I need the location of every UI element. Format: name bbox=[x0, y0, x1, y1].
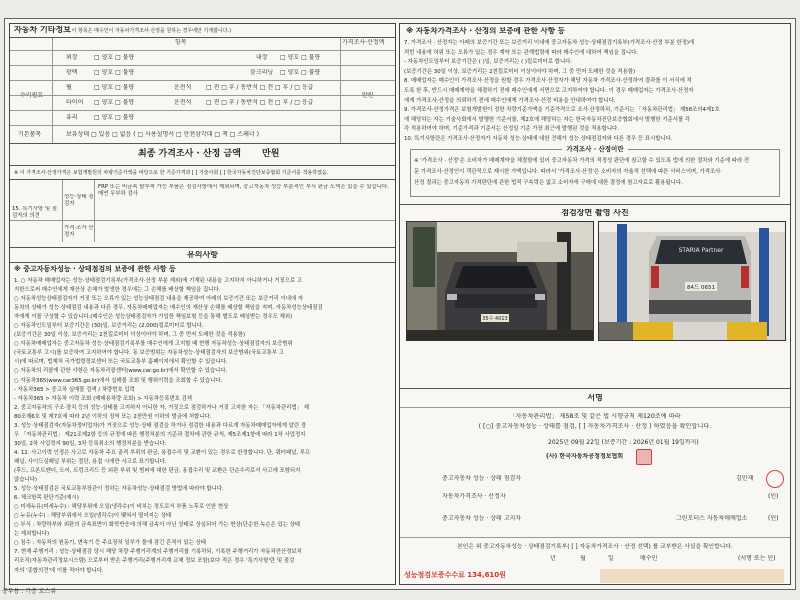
caution-line: 6. 체크항목 판단기준(예시) bbox=[14, 495, 79, 502]
col-item-header: 항목 bbox=[175, 39, 187, 46]
bad-label: 불량 bbox=[122, 54, 135, 61]
price-caution-line: 7. 가격조사 · 산정자는 아래의 보증기간 또는 보증거리 이내에 중고자동차 성능·상태점검기록부(가격조사·산정 부분 한정)에 bbox=[404, 40, 695, 46]
perf-inspector-opinion: FRP 또는 비금속 탈부착 가능 부품은 점검사항에서 제외되며, 중고자동차 성능 부분적인 부식 판금 도색은 있을 수 있습니다. 매연 무부하 검사 bbox=[98, 184, 389, 197]
item-tire: 타이어 bbox=[66, 99, 84, 106]
price-caution-list bbox=[404, 39, 786, 145]
special-notes bbox=[10, 179, 395, 242]
caution-line: 4. 12. 사고이력 인정은 사고로 자동차 주요 골격 부위의 판금, 용접수리 및 교환이 있는 경우로 한정합니다. 단, 쿼터패널, 루프 bbox=[14, 449, 311, 456]
rear-badge: STARIA Partner bbox=[678, 247, 724, 254]
rear-inspection-photo bbox=[598, 221, 786, 341]
price-assessor-sign-label: 자동차가격조사 · 산정자 bbox=[442, 493, 506, 500]
item-room-cleaning: 룸크리닝 bbox=[250, 69, 274, 76]
caution-line: ○ 자동차매매업자는 중고자동차 성능·상태점검기록부를 매수인에게 고지할 때 현행 자동차성능·상태점검자의 보증범위 bbox=[14, 341, 293, 348]
caution-line: ○ 자동차365(www.car365.go.kr)에서 실매물 조회 및 행위이력을 조회할 수 있습니다. bbox=[14, 377, 223, 384]
other-info-note: ( 이 항목은 매수인이 자동차가격조사·산정을 원하는 경우에만 기재합니다.) bbox=[68, 28, 232, 34]
final-price-label: 최종 가격조사 · 산정 금액 bbox=[138, 149, 241, 159]
price-caution-line: 9. 가격조사·산정가격은 보험개발원이 정한 차량기준가액을 기준가격으로 조사·산정하되, 기준서는 「자동차관리법」 제58조의4제1호 bbox=[404, 107, 720, 114]
basic-items-text: 보유상태 □ 있음 □ 없음 ( □ 사용설명서 □ 안전삼각대 □ 잭 □ 스페너 ) bbox=[66, 131, 259, 138]
caution-line: ○ 미세누유(미세누수) : 해당부위에 오일(냉각수)이 비치는 정도로서 부품 노후로 인한 현상 bbox=[14, 504, 229, 511]
col-price-header: 가격조사·산정액 bbox=[342, 39, 385, 46]
caution-line: 7. 현재 주행거리 : 성능·상태점검 당시 해당 차량 주행거리계의 주행거리를 기록하되, 기록한 주행거리가 자동차전산정보처 bbox=[14, 549, 302, 556]
basic-items-label: 기본품목 bbox=[18, 131, 42, 138]
caution-line: ○ 누유(누수) : 해당부위에서 오일(냉각수)이 맺혀서 떨어지는 상태 bbox=[14, 513, 172, 520]
caution-line: 3. 성능·상태점검자(자동차정비업자)가 거짓으로 성능·상태 점검을 하거나 점검한 내용과 다르게 자동차매매업자에게 알린 경 bbox=[14, 422, 306, 429]
item-driver-seat-1: 운전석 bbox=[174, 84, 192, 91]
caution-title: 유의사항 bbox=[187, 251, 218, 259]
caution-line: 30일, 2차 사업정지 90일, 3차 등록취소의 행정처분을 받습니다. bbox=[14, 440, 167, 447]
definition-text bbox=[414, 156, 776, 189]
price-caution-line: 에게 가격조사·산정을 의뢰하기 전에 매수인에게 가격조사·산정 비용을 안내하여야 합니다. bbox=[404, 97, 616, 104]
caution-line: ○ 자동차의 리콜에 관한 사항은 자동차리콜센터(www.car.go.kr)에서 확인할 수 있습니다. bbox=[14, 368, 228, 375]
item-wheel: 휠 bbox=[66, 84, 72, 91]
definition-line: 문 가격조사·산정인이 객관적으로 제시한 가액입니다. 따라서 '가격조사·산정'은 소비자의 자율적 선택에 따른 서비스이며, 가격조사· bbox=[414, 169, 723, 175]
item-gloss: 광택 bbox=[66, 69, 78, 76]
caution-line: 지한으로써 매수인에게 재산상 손해가 발생한 경우에는 그 손해를 배상할 책임을 집니다. bbox=[14, 287, 221, 294]
final-price-unit: 만원 bbox=[262, 149, 280, 159]
caution-line: (후드, 프론트펜더, 도어, 트렁크리드 등 외판 부위 및 범퍼에 대한 판금, 용접수리 및 교환은 단순수리로서 사고에 포함되지 bbox=[14, 467, 301, 474]
signature-title: 서명 bbox=[587, 394, 603, 402]
caution-line: 자의 '종합의견'에 이를 적어야 합니다. bbox=[14, 567, 104, 574]
inspection-record-sheet bbox=[4, 18, 796, 590]
buyer-confirm-text: 본인은 위 중고자동차성능 · 상태점검기록부( [ ] 자동차가격조사 · 산정 선택) 를 교부받은 사실을 확인합니다. bbox=[457, 544, 733, 550]
price-caution-line: 10. 특기사항란은 가격조사·산정자가 자동차 성능·상태에 대한 견해가 성능·상태점검자와 다른 경우 등 표시합니다. bbox=[404, 135, 673, 142]
notifier-name: 그린모터스 자동차매매업소 bbox=[676, 515, 748, 522]
price-assessor-label: 가격·조사 산정자 bbox=[64, 225, 94, 238]
price-assessor-seal: (인) bbox=[768, 493, 779, 500]
perf-inspector-seal bbox=[766, 470, 784, 488]
special-notes-label: 15. 특기사항 및 점검자의 의견 bbox=[12, 206, 57, 219]
price-caution-line: - 자동차인도일부터 보증기간은 ( )일, 보증거리는 ( )킬로미터로 합니다. bbox=[404, 59, 573, 66]
signature-date: 2025년 09월 22일 (보증기간 : 2026년 01월 19일까지) bbox=[548, 439, 699, 446]
photo-section bbox=[400, 204, 790, 385]
footer-note: 공부용 : 기증 호스류 bbox=[2, 588, 57, 595]
definition-title: 가격조사 · 산정이란 bbox=[562, 145, 627, 153]
item-glass: 유리 bbox=[66, 114, 78, 121]
ymd-day: 일 bbox=[608, 555, 614, 562]
front-photo-image bbox=[407, 222, 593, 340]
caution-line: ○ 자동차성능상태점검자가 거짓 또는 오류가 있는 성능상태점검 내용을 제공하여 아래의 보증기간 또는 보증거리 이내에 자 bbox=[14, 296, 304, 303]
price-caution-title: ※ 자동차가격조사 · 산정의 보증에 관한 사항 등 bbox=[406, 27, 565, 35]
definition-line: ※ '가격조사 · 산정'은 소비자가 매매계약을 체결함에 있어 중고자동차 가격의 적정성 판단에 참고할 수 있도록 법에 의한 절차와 기준에 따라 전 bbox=[414, 158, 750, 164]
ymd-month: 월 bbox=[580, 555, 586, 562]
caution-line: - 자동차365 > 중고차 실매물 검색 / 차량번호 입력 bbox=[14, 386, 135, 393]
caution-list bbox=[14, 277, 392, 576]
other-info-title: 자동차 기타정보 bbox=[14, 26, 71, 34]
caution-line: 는 제외합니다) bbox=[14, 531, 50, 538]
caution-line: - 자동차365 > 자동차 이력 조회 (매매용차량 조회) > 자동차등록번호 검색 bbox=[14, 395, 193, 402]
price-unit: 만원 bbox=[362, 92, 374, 99]
right-column bbox=[399, 23, 791, 585]
left-column bbox=[9, 23, 396, 585]
caution-subtitle: ※ 중고자동차성능 · 상태점검의 보증에 관한 사항 등 bbox=[14, 265, 176, 273]
repair-needed-label: 수리필요 bbox=[20, 92, 44, 99]
front-plate: 35수 4013 bbox=[482, 316, 508, 322]
caution-line: (보증기간은 30일 이상, 보증거리는 2천킬로미터 이상이어야 하며, 그 중 먼저 도래한 것을 적용함) bbox=[14, 332, 246, 339]
definition-line: 산정 결과는 중고자동차 가격판단에 관한 법적 구속력은 없고 소비자에 구매에 대한 결정에 참고자료로 활용됩니다. bbox=[414, 180, 683, 186]
buyer-label: 매수인 bbox=[640, 555, 658, 562]
caution-line: 않습니다) bbox=[14, 477, 37, 484]
item-interior: 내장 bbox=[256, 54, 268, 61]
price-caution-line: (보증기간은 30일 이상, 보증거리는 2천킬로미터 이상이어야 하며, 그 중 먼저 도래한 것을 적용함) bbox=[404, 68, 636, 75]
signature-law-line: 「자동차관리법」 제58조 및 같은 법 시행규칙 제120조에 따라 bbox=[509, 413, 681, 420]
price-caution-line: 각 적용하여야 하며, 기준가격과 기준서는 산정일 기준 가장 최근에 발행된 것을 적용합니다. bbox=[404, 126, 619, 133]
buyer-seal: (서명 또는 인) bbox=[738, 555, 776, 562]
perf-inspector-name: 김민재 bbox=[736, 475, 754, 482]
price-caution-line: 에 해당하는 자는 기술사회에서 발행한 기준서를, 제2호에 해당하는 자는 한국자동차진단보증협회에서 발행한 기준서를 각 bbox=[404, 116, 691, 123]
signature-confirm-line: ( [○] 중고자동차성능 · 상태를 점검, [ ] 자동차가격조사 · 산정 ) 하였음을 확인합니다. bbox=[478, 423, 712, 430]
perf-inspector-label: 성능·상태 점검자 bbox=[64, 194, 94, 207]
caution-line: 동차의 상태가 성능·상태점검 내용과 다른 경우, 자동차매매업자는 매수인의 재산상 손해를 배상할 책임을 지며, 자동차성능상태점검 bbox=[14, 305, 323, 312]
ymd-year: 년 bbox=[550, 555, 556, 562]
caution-line: ○ 침수 : 자동차의 원동기, 변속기 등 주요장치 일부가 물에 잠긴 흔적이 있는 상태 bbox=[14, 540, 206, 547]
rear-photo-image bbox=[599, 222, 785, 340]
price-caution-line: 도록 한 후, 반드시 매매계약을 체결하기 전에 매수인에게 서면으로 고지하여야 합니다. 이 경우 매매업자는 가격조사·산정자 bbox=[404, 87, 694, 94]
definition-box bbox=[410, 145, 780, 197]
caution-line: ○ 자동차인도일부터 보증기간은 (30)일, 보증거리는 (2,000)킬로미터로 합니다. bbox=[14, 323, 204, 330]
caution-line: 시)에 따르며, 법제처 국가법령정보센터 또는 국토교통부 홈페이지에서 확인할 수 있습니다. bbox=[14, 359, 228, 366]
caution-line: 자에게 이를 구상할 수 있습니다.(매수인은 성능상태점검자가 가입한 책임보험 등을 통해 별도로 배상받는 경우도 제외) bbox=[14, 314, 293, 321]
ok-label: 양호 bbox=[101, 54, 114, 61]
caution-line: 2. 중고자동차의 구조·장치 등의 성능·상태를 고지하지 아니한 자, 거짓으로 점검하거나 거짓 고지한 자는 「자동차관리법」 제 bbox=[14, 404, 310, 411]
signature-section bbox=[400, 388, 790, 591]
watermark-strip bbox=[600, 569, 784, 583]
signature-org: (사) 한국자동차공정정보협회 bbox=[546, 453, 624, 460]
notifier-seal: (인) bbox=[768, 515, 779, 522]
price-caution-line: 적힌 내용에 허위 또는 오류가 있는 경우 계약 또는 관계법령에 따라 매수인에 대하여 책임을 집니다. bbox=[404, 49, 638, 56]
notifier-sign-label: 중고자동차 성능 · 상태 고지자 bbox=[442, 515, 522, 522]
perf-inspector-sign-label: 중고자동차 성능 · 상태 점검자 bbox=[442, 475, 522, 482]
caution-line: 5. 성능·상태점검은 국토교통부장관이 정하는 자동차성능·상태점검 방법에 따라야 합니다. bbox=[14, 486, 224, 493]
caution-line: 리조직(자동차관리정보시스템) 으로부터 받은 주행거리(주행거리계 교체 정보 포함)보다 적은 경우 '특기사항'란 및 점검 bbox=[14, 558, 295, 565]
item-exterior: 외장 bbox=[66, 54, 78, 61]
caution-line: 1. ○ 자동차 매매업자는 성능·상태점검기록부(가격조사·산정 부분 제외)에 기재된 내용을 고지하지 아니하거나 거짓으로 고 bbox=[14, 278, 302, 284]
org-stamp bbox=[636, 449, 652, 465]
price-caution-line: 8. 매매업자는 매수인이 가격조사·산정을 원할 경우 가격조사·산정자가 해당 자동차 가격조사·산정하여 결과를 이 서식에 적 bbox=[404, 78, 692, 85]
caution-line: ○ 부식 : 차량하부와 외판의 금속표면이 화학반응에 의해 금속이 아닌 상태로 상실되어 가는 현상(단순한 녹슨은 있는 상태 bbox=[14, 522, 300, 529]
caution-line: 80조제6호 및 제7호에 따라 2년 이하의 징역 또는 2천만원 이하의 벌금에 처합니다. bbox=[14, 413, 212, 420]
front-inspection-photo bbox=[406, 221, 594, 341]
rear-plate: 84드 0651 bbox=[686, 285, 716, 291]
caution-line: (국토교통부 고시)를 보증하여 고지하여야 합니다. 동 보증범위는 자동차성능·상태점검자의 보증범위(국토교통부 고 bbox=[14, 350, 284, 357]
caution-line: 패널, 사이드실패널 부위는 절단, 용접 시에만 사고로 표기합니다. bbox=[14, 458, 167, 465]
other-info-table: 항목 가격조사·산정액 수리필요 만원 외장 □ 양호 □ 불량 내장 □ 양호 □ 불량 광택 □ 양호 □ 불량 룸크리닝 □ 양호 □ 불량 휠 □ 양호 □ 불량 운전석 □ 전 □ 후 / 동반석 □ 전 □ 후 / □ 응급 타이어 □ 양호 □ 불량 운전석 □ 전 □ 후 / 동반석 □ 전 □ 후 / □ 응급 유리 □ 양호 □ 불량 기본품목 보유상태 □ 있음 □ 없음 ( □ 사용설명서 □ 안전삼각대 □ 잭 □ 스페너 ) bbox=[10, 37, 395, 144]
inspection-fee: 성능점검보증수수료 134,610원 bbox=[404, 571, 506, 579]
caution-line: 우 「자동차관리법」 제21조제2항 등의 규정에 따른 행정처분의 기준과 절차에 관한 규칙, 제5조제1항에 따라 1차 사업정지 bbox=[14, 431, 306, 438]
price-standard-note: ※ 이 가격조사·산정가격은 보험개발원의 차량기준가액을 바탕으로 한 기준가격과 [ ] 기술사회 [ ] 한국자동차진단보증협회 기준서를 적용하였음. bbox=[14, 170, 329, 176]
item-driver-seat-2: 운전석 bbox=[174, 99, 192, 106]
photo-title: 점검장면 촬영 사진 bbox=[561, 209, 629, 217]
